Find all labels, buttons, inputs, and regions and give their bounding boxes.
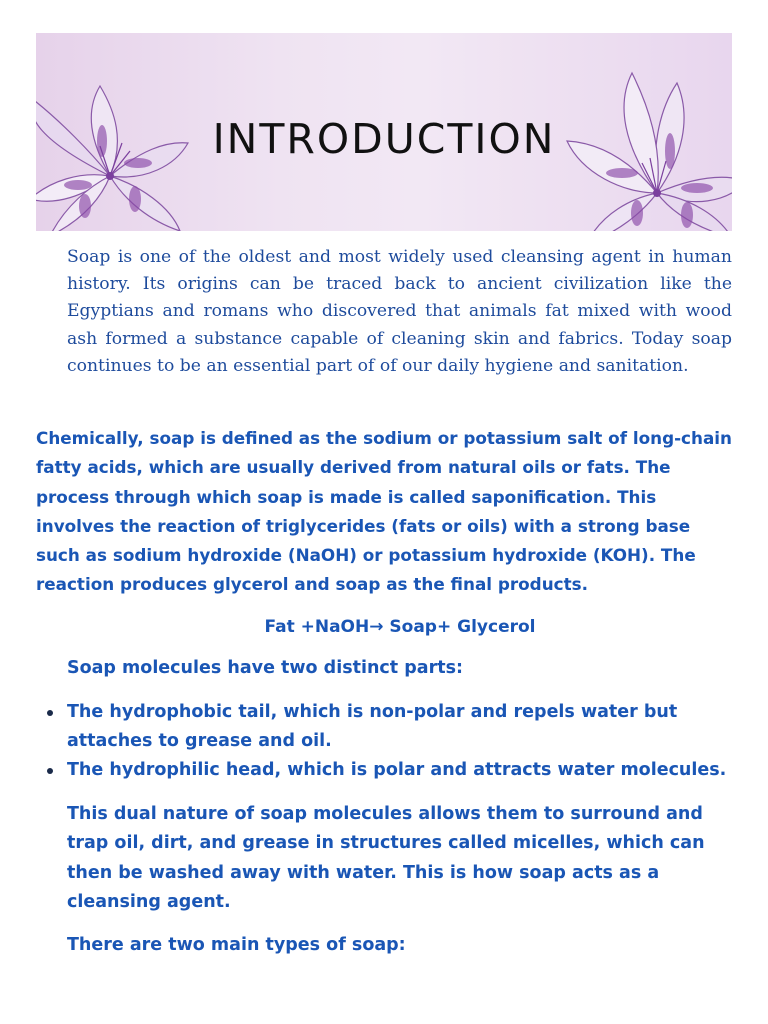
- molecule-parts-list: [67, 698, 747, 785]
- dual-nature-paragraph: This dual nature of soap molecules allows them to surround and trap oil, dirt, and grease in structures called micelles, which can then be washed away with water. This is how soap acts as a cleansing agent.: [67, 804, 705, 912]
- molecule-parts-heading: Soap molecules have two distinct parts:: [67, 658, 464, 678]
- title-banner: [36, 33, 732, 231]
- intro-paragraph: Soap is one of the oldest and most widely used cleansing agent in human history. Its origins can be traced back to ancient civilization like the Egyptians and romans who discovered that animals fat mixed with wood ash formed a substance capable of cleaning skin and fabrics. Today soap continues to be an essential part of of our daily hygiene and sanitation.: [67, 247, 732, 376]
- saponification-equation: Fat +NaOH→ Soap+ Glycerol: [264, 617, 536, 637]
- bullet-icon: [47, 768, 53, 774]
- chemistry-paragraph: Chemically, soap is defined as the sodium or potassium salt of long-chain fatty acids, which are usually derived from natural oils or fats. The process through which soap is made is called saponification. This involves the reaction of triglycerides (fats or oils) with a strong base such as sodium hydroxide (NaOH) or potassium hydroxide (KOH). The reaction produces glycerol and soap as the final products.: [36, 428, 732, 595]
- list-item: [67, 698, 747, 756]
- bullet-icon: [47, 710, 53, 716]
- list-item: [67, 756, 747, 785]
- soap-types-heading: There are two main types of soap:: [67, 935, 406, 955]
- list-item-text: The hydrophilic head, which is polar and attracts water molecules.: [67, 760, 727, 780]
- page-title: INTRODUCTION: [212, 115, 556, 163]
- list-item-text: The hydrophobic tail, which is non-polar and repels water but attaches to grease and oil.: [67, 702, 678, 751]
- lily-flower-icon: [562, 63, 732, 231]
